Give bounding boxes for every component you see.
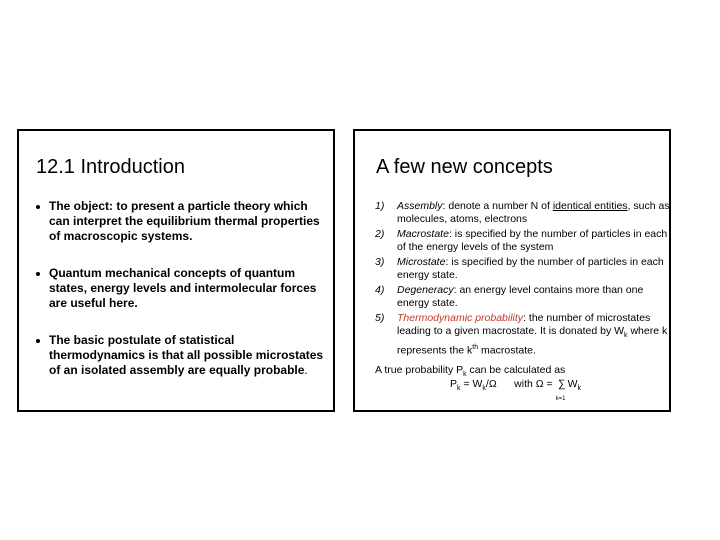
item-number: 4) [375,284,385,296]
concept-text: macrostate. [478,344,536,357]
concept-item [375,200,671,225]
note-text: can be calculated as [466,364,566,376]
bullet-text: Quantum mechanical concepts of quantum states, energy levels and intermolecular forces are useful here. [49,266,317,310]
concept-text: : an energy level contains more than one energy state. [397,284,644,309]
subscript: k [457,385,461,393]
concept-text: : is specified by the number of particles in each energy state. [397,256,664,281]
bullet-text: The basic postulate of statistical thermodynamics is that all possible microstates of an isolated assembly are equally probable [49,333,324,377]
formula-part: P [450,378,458,390]
subscript: k [624,331,628,339]
concept-item [375,284,671,309]
superscript: th [472,344,479,352]
concept-text: : denote a number N of [442,200,553,212]
slide-title: 12.1 Introduction [36,156,185,178]
bullet-item [33,333,325,378]
bullet-text: The object: to present a particle theory which can interpret the equilibrium thermal properties of macroscopic systems. [49,199,320,243]
note-text: A true probability P [375,364,464,376]
item-number: 1) [375,200,385,212]
subscript: k [577,385,582,393]
concept-term-highlight: Thermodynamic probability [397,312,524,324]
concept-term: Macrostate [397,228,449,240]
concept-list [375,200,671,360]
subscript: k [482,385,486,393]
formula-part: W [567,378,578,390]
concept-term: Assembly [397,200,443,212]
item-number: 3) [375,256,385,268]
subscript: k [463,371,467,379]
item-number: 5) [375,312,385,324]
summation-index: k=1 [555,396,566,402]
concept-item [375,312,671,357]
sigma-glyph: ∑ [557,378,566,390]
item-number: 2) [375,228,385,240]
formula-part: = W [460,378,483,390]
bullet-list [33,199,325,400]
concept-text: , such as molecules, atoms, electrons [397,200,670,225]
concept-underlined: identical entities [552,200,628,212]
bullet-item [33,266,325,311]
slide-new-concepts [353,129,671,412]
bullet-tail: . [304,363,308,377]
formula-part: /Ω with Ω = [485,378,556,390]
slide-introduction [17,129,335,412]
concept-text: : the number of microstates leading to a given macrostate. It is donated by W [397,312,651,337]
concept-term: Degeneracy [397,284,454,296]
summation-symbol [555,377,568,402]
probability-formula [450,377,582,402]
concept-item [375,256,671,281]
slide-title: A few new concepts [376,156,553,178]
concept-item [375,228,671,253]
concept-text: : is specified by the number of particles in each of the energy levels of the system [397,228,668,253]
concept-term: Microstate [397,256,446,268]
concept-text: where k represents the k [397,324,668,357]
bullet-item [33,199,325,244]
